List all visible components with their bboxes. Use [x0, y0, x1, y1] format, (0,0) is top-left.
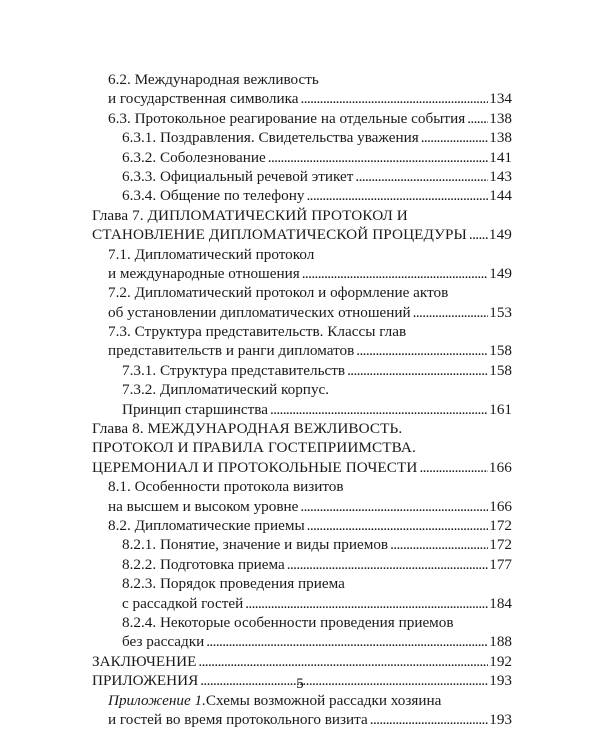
leader-dots — [270, 400, 488, 419]
toc-entry-text: на высшем и высоком уровне — [108, 497, 299, 515]
leader-dots — [268, 148, 488, 167]
toc-page-number: 172 — [489, 536, 512, 554]
toc-entry[interactable] — [0, 613, 600, 652]
toc-entry[interactable] — [0, 555, 600, 574]
toc-page-number: 143 — [489, 167, 512, 185]
leader-dots — [306, 186, 488, 205]
toc-entry[interactable] — [0, 167, 600, 186]
leader-dots — [355, 167, 488, 186]
toc-page-number: 161 — [489, 400, 512, 418]
toc-page-number: 134 — [489, 90, 512, 108]
toc-entry-text: 6.3.4. Общение по телефону — [122, 187, 305, 205]
toc-page-number: 158 — [489, 361, 512, 379]
toc-page-number: 166 — [488, 458, 512, 476]
toc-entry-text: 7.3.1. Структура представительств — [122, 361, 346, 379]
toc-entry-text: ЗАКЛЮЧЕНИЕ — [92, 652, 197, 670]
toc-entry-text: об установлении дипломатических отношений — [108, 303, 411, 321]
toc-entry-text: СТАНОВЛЕНИЕ ДИПЛОМАТИЧЕСКОЙ ПРОЦЕДУРЫ — [92, 226, 467, 244]
toc-page-number: 193 — [489, 710, 512, 728]
toc-entry-text: 8.1. Особенности протокола визитов — [108, 478, 344, 496]
toc-entry[interactable] — [0, 245, 600, 284]
toc-page-number: 138 — [489, 129, 512, 147]
leader-dots — [301, 89, 489, 108]
toc-page-number: 166 — [489, 497, 512, 515]
toc-entry[interactable] — [0, 322, 600, 361]
toc-entry-text: Принцип старшинства — [122, 400, 268, 418]
toc-entry[interactable] — [0, 148, 600, 167]
toc-entry-text: 6.2. Международная вежливость — [108, 71, 319, 88]
toc-entry-text: 6.3.3. Официальный речевой этикет — [122, 167, 354, 185]
toc-entry-text: Глава 7. ДИПЛОМАТИЧЕСКИЙ ПРОТОКОЛ И — [92, 206, 408, 224]
leader-dots — [300, 497, 488, 516]
toc-entry-text: 8.2.4. Некоторые особенности проведения приемов — [122, 613, 454, 631]
leader-dots — [469, 225, 488, 244]
toc-page-number: 158 — [489, 342, 512, 360]
toc-page-number: 153 — [489, 303, 512, 321]
toc-entry[interactable] — [0, 70, 600, 109]
toc-entry-text: 7.3. Структура представительств. Классы глав — [108, 323, 407, 341]
toc-entry-text: 6.3. Протокольное реагирование на отдельные события — [108, 109, 466, 127]
toc-entry-text: 6.3.2. Соболезнование — [122, 148, 266, 166]
toc-page-number: 138 — [489, 109, 512, 127]
toc-entry-text: 8.2.3. Порядок проведения приема — [122, 575, 345, 593]
toc-entry-text: 8.2.1. Понятие, значение и виды приемов — [122, 536, 389, 554]
toc-page-number: 141 — [489, 148, 512, 166]
toc-page-number: 184 — [489, 594, 512, 612]
toc-entry-text: ПРИЛОЖЕНИЯ — [92, 672, 199, 690]
toc-entry[interactable] — [0, 691, 600, 730]
toc-entry[interactable] — [0, 109, 600, 128]
toc-entry[interactable] — [0, 380, 600, 419]
leader-dots — [390, 535, 488, 554]
leader-dots — [347, 361, 488, 380]
page-number: 5 — [296, 676, 304, 692]
toc-entry[interactable] — [0, 361, 600, 380]
toc-page-number: 149 — [488, 226, 512, 244]
toc-entry-text: 7.3.2. Дипломатический корпус. — [122, 381, 330, 399]
leader-dots — [467, 109, 488, 128]
toc-page-number: 192 — [489, 652, 512, 670]
toc-entry-text: 8.2.2. Подготовка приема — [122, 555, 285, 573]
leader-dots — [302, 264, 488, 283]
toc-entry[interactable] — [0, 128, 600, 147]
toc-entry-text: ЦЕРЕМОНИАЛ И ПРОТОКОЛЬНЫЕ ПОЧЕСТИ — [92, 458, 418, 476]
toc-page-number: 149 — [489, 264, 512, 282]
toc-entry-text: ПРОТОКОЛ И ПРАВИЛА ГОСТЕПРИИМСТВА. — [92, 439, 416, 457]
leader-dots — [287, 555, 488, 574]
leader-dots — [356, 341, 488, 360]
toc-entry-text: 7.2. Дипломатический протокол и оформление актов — [108, 284, 449, 302]
toc-chapter[interactable] — [0, 419, 600, 477]
toc-page-number: 177 — [489, 555, 512, 573]
toc-entry[interactable] — [0, 516, 600, 535]
toc-entry-text: с рассадкой гостей — [122, 594, 244, 612]
toc-entry[interactable] — [0, 283, 600, 322]
toc-entry[interactable] — [0, 477, 600, 516]
toc-entry[interactable] — [0, 574, 600, 613]
toc-entry-text: и международные отношения — [108, 264, 300, 282]
leader-dots — [413, 303, 489, 322]
toc-entry-text: 7.1. Дипломатический протокол — [108, 245, 315, 263]
toc-entry[interactable] — [0, 652, 600, 671]
toc-entry-text: Схемы возможной рассадки хозяина — [205, 691, 442, 709]
table-of-contents — [0, 70, 600, 729]
toc-entry-text: представительств и ранги дипломатов — [108, 342, 355, 360]
leader-dots — [307, 516, 489, 535]
toc-entry-text: без рассадки — [122, 633, 205, 651]
toc-page-number: 188 — [489, 633, 512, 651]
leader-dots — [206, 632, 488, 651]
leader-dots — [198, 652, 488, 671]
toc-entry[interactable] — [0, 535, 600, 554]
toc-entry-text: и гостей во время протокольного визита — [108, 710, 368, 728]
toc-page-number: 144 — [489, 187, 512, 205]
leader-dots — [421, 128, 489, 147]
leader-dots — [370, 710, 488, 729]
toc-entry-text: 8.2. Дипломатические приемы — [108, 516, 305, 534]
toc-entry-text: 6.3.1. Поздравления. Свидетельства уважения — [122, 129, 419, 147]
toc-entry-text: Глава 8. МЕЖДУНАРОДНАЯ ВЕЖЛИВОСТЬ. — [92, 420, 403, 438]
toc-chapter[interactable] — [0, 206, 600, 245]
leader-dots — [419, 458, 487, 477]
toc-page-number: 172 — [489, 516, 512, 534]
toc-page-number: 193 — [489, 672, 512, 690]
toc-entry[interactable] — [0, 186, 600, 205]
leader-dots — [245, 594, 488, 613]
toc-entry-text: и государственная символика — [108, 90, 299, 108]
toc-entry-label: Приложение 1. — [108, 691, 206, 709]
